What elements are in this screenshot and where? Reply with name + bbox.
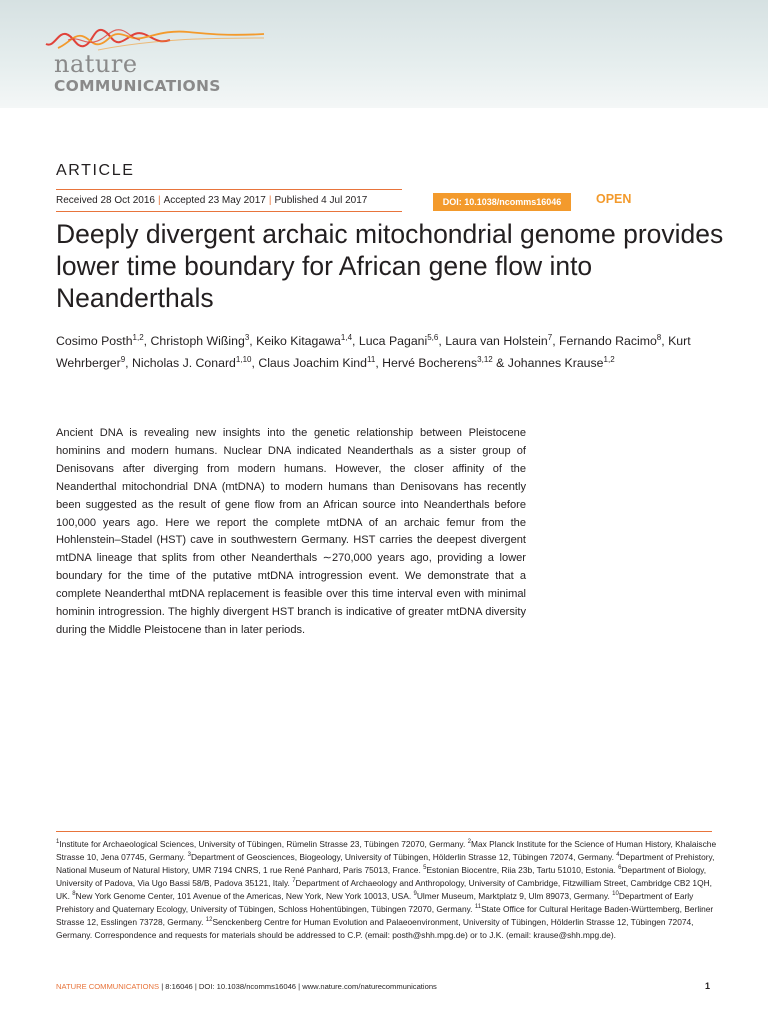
page-footer bbox=[56, 983, 437, 991]
author-separator: , bbox=[552, 334, 560, 348]
author-affiliation-marker: 1,2 bbox=[132, 332, 144, 342]
author-name[interactable]: Cosimo Posth bbox=[56, 334, 133, 348]
affiliations-rule bbox=[56, 831, 712, 832]
journal-header-band bbox=[0, 0, 768, 108]
published-date: Published 4 Jul 2017 bbox=[274, 195, 368, 206]
dates-rule-bottom bbox=[56, 211, 402, 212]
author-name[interactable]: Keiko Kitagawa bbox=[256, 334, 341, 348]
affiliation-text: Department of Prehistory, National Museum of Natural History, UMR 7194 CNRS, 1 rue René Panhard, Paris 75013, France. bbox=[56, 852, 715, 875]
affiliation-number: 3 bbox=[187, 852, 191, 859]
accepted-date: Accepted 23 May 2017 bbox=[163, 195, 266, 206]
affiliations bbox=[56, 838, 720, 942]
affiliation-text: Max Planck Institute for the Science of Human History, Khalaische Strasse 10, Jena 07745, Germany. bbox=[56, 839, 717, 862]
date-separator: | bbox=[157, 195, 161, 206]
author-name[interactable]: Fernando Racimo bbox=[559, 334, 657, 348]
author-affiliation-marker: 1,10 bbox=[235, 354, 252, 364]
affiliation-number: 10 bbox=[612, 891, 619, 898]
article-title: Deeply divergent archaic mitochondrial genome provides lower time boundary for African gene flow into Neanderthals bbox=[56, 219, 724, 313]
affiliation-number: 7 bbox=[292, 878, 296, 885]
received-date: Received 28 Oct 2016 bbox=[56, 195, 155, 206]
author-separator: , bbox=[438, 334, 446, 348]
author-affiliation-marker: 11 bbox=[367, 354, 376, 364]
affiliation-text: Institute for Archaeological Sciences, University of Tübingen, Rümelin Strasse 23, Tübingen 72070, Germany. bbox=[59, 839, 468, 849]
dates-rule-top bbox=[56, 189, 402, 190]
author-name[interactable]: Claus Joachim Kind bbox=[258, 356, 367, 370]
affiliation-text: Department of Archaeology and Anthropology, University of Cambridge, Fitzwilliam Street, Cambridge CB2 1QH, UK. bbox=[56, 878, 712, 901]
author-affiliation-marker: 3,12 bbox=[477, 354, 493, 364]
affiliation-number: 2 bbox=[467, 839, 471, 846]
doi-badge[interactable]: DOI: 10.1038/ncomms16046 bbox=[433, 193, 571, 211]
affiliation-number: 9 bbox=[413, 891, 417, 898]
logo-nature-text: nature bbox=[54, 50, 138, 78]
nature-communications-logo[interactable] bbox=[38, 22, 268, 102]
affiliation-text: Estonian Biocentre, Riia 23b, Tartu 51010, Estonia. bbox=[426, 865, 619, 875]
affiliation-number: 4 bbox=[616, 852, 620, 859]
author-affiliation-marker: 5,6 bbox=[427, 332, 439, 342]
author-name[interactable]: Johannes Krause bbox=[507, 356, 604, 370]
affiliation-number: 12 bbox=[205, 917, 213, 924]
author-affiliation-marker: 1,2 bbox=[603, 354, 615, 364]
author-name[interactable]: Kurt Wehrberger bbox=[56, 334, 691, 370]
affiliation-text: Ulmer Museum, Marktplatz 9, Ulm 89073, Germany. bbox=[416, 891, 613, 901]
publication-dates bbox=[56, 196, 367, 206]
author-name[interactable]: Christoph Wißing bbox=[150, 334, 245, 348]
affiliation-text: New York Genome Center, 101 Avenue of the Americas, New York, New York 10013, USA. bbox=[75, 891, 414, 901]
open-access-label: OPEN bbox=[596, 192, 632, 206]
affiliation-text: State Office for Cultural Heritage Baden-Württemberg, Berliner Strasse 12, Esslingen 73728, Germany. bbox=[56, 904, 714, 927]
affiliation-number: 5 bbox=[423, 865, 427, 872]
author-separator: , bbox=[661, 334, 669, 348]
affiliation-number: 11 bbox=[474, 904, 482, 911]
author-affiliation-marker: 7 bbox=[547, 332, 553, 342]
author-list bbox=[56, 330, 736, 374]
affiliation-text: Senckenberg Centre for Human Evolution and Palaeoenvironment, University of Tübingen, Hölderlin Strasse 12, Tübingen 72074, Germany. bbox=[56, 917, 694, 940]
author-name[interactable]: Luca Pagani bbox=[358, 334, 428, 348]
author-affiliation-marker: 3 bbox=[244, 332, 250, 342]
affiliation-text: Department of Geosciences, Biogeology, University of Tübingen, Hölderlin Strasse 12, Tübingen 72074, Germany. bbox=[190, 852, 617, 862]
author-separator: , bbox=[375, 356, 383, 370]
affiliation-text: Department of Early Prehistory and Quaternary Ecology, University of Tübingen, Schloss Hohentübingen, Tübingen 72070, Germany. bbox=[56, 891, 694, 914]
author-affiliation-marker: 8 bbox=[656, 332, 662, 342]
author-separator: , bbox=[249, 334, 257, 348]
author-name[interactable]: Laura van Holstein bbox=[445, 334, 548, 348]
author-name[interactable]: Hervé Bocherens bbox=[382, 356, 478, 370]
page-number: 1 bbox=[705, 981, 711, 991]
author-name[interactable]: Nicholas J. Conard bbox=[132, 356, 236, 370]
author-separator: , bbox=[352, 334, 359, 348]
affiliation-number: 1 bbox=[56, 839, 60, 846]
author-affiliation-marker: 1,4 bbox=[340, 332, 353, 342]
article-type-label: ARTICLE bbox=[56, 162, 135, 179]
footer-citation: | 8:16046 | DOI: 10.1038/ncomms16046 | www.nature.com/naturecommunications bbox=[161, 982, 437, 991]
author-separator: , bbox=[251, 356, 259, 370]
author-affiliation-marker: 9 bbox=[120, 354, 126, 364]
affiliation-number: 6 bbox=[618, 865, 622, 872]
author-separator-last: & bbox=[492, 356, 508, 370]
author-separator: , bbox=[125, 356, 132, 370]
footer-journal-name: NATURE COMMUNICATIONS bbox=[56, 982, 160, 991]
date-separator: | bbox=[268, 195, 272, 206]
logo-communications-text: COMMUNICATIONS bbox=[54, 77, 221, 95]
affiliation-number: 8 bbox=[72, 891, 76, 898]
abstract: Ancient DNA is revealing new insights into the genetic relationship between Pleistocene hominins and modern humans. Nuclear DNA indicated Neanderthals as a sister group of Denisovans after diverging from modern humans. However, the closer affinity of the Neanderthal mitochondrial DNA (mtDNA) to modern humans than Denisovans has recently been suggested as the result of gene flow from an African source into Neanderthals before 100,000 years ago. Here we report the complete mtDNA of an archaic femur from the Hohlenstein–Stadel (HST) cave in southwestern Germany. HST carries the deepest divergent mtDNA lineage that splits from other Neanderthals ∼270,000 years ago, providing a lower boundary for the time of the putative mtDNA introgression event. We demonstrate that a complete Neanderthal mtDNA replacement is feasible over this time interval even with minimal hominin introgression. The highly divergent HST branch is indicative of greater mtDNA diversity during the Middle Pleistocene than in later periods. bbox=[56, 427, 526, 636]
affiliation-text: Department of Biology, University of Padova, Via Ugo Bassi 58/B, Padova 35121, Italy. bbox=[56, 865, 707, 888]
correspondence-note: Correspondence and requests for materials should be addressed to C.P. (email: posth@shh.mpg.de) or to J.K. (email: krause@shh.mpg.de). bbox=[94, 930, 616, 940]
author-separator: , bbox=[143, 334, 151, 348]
